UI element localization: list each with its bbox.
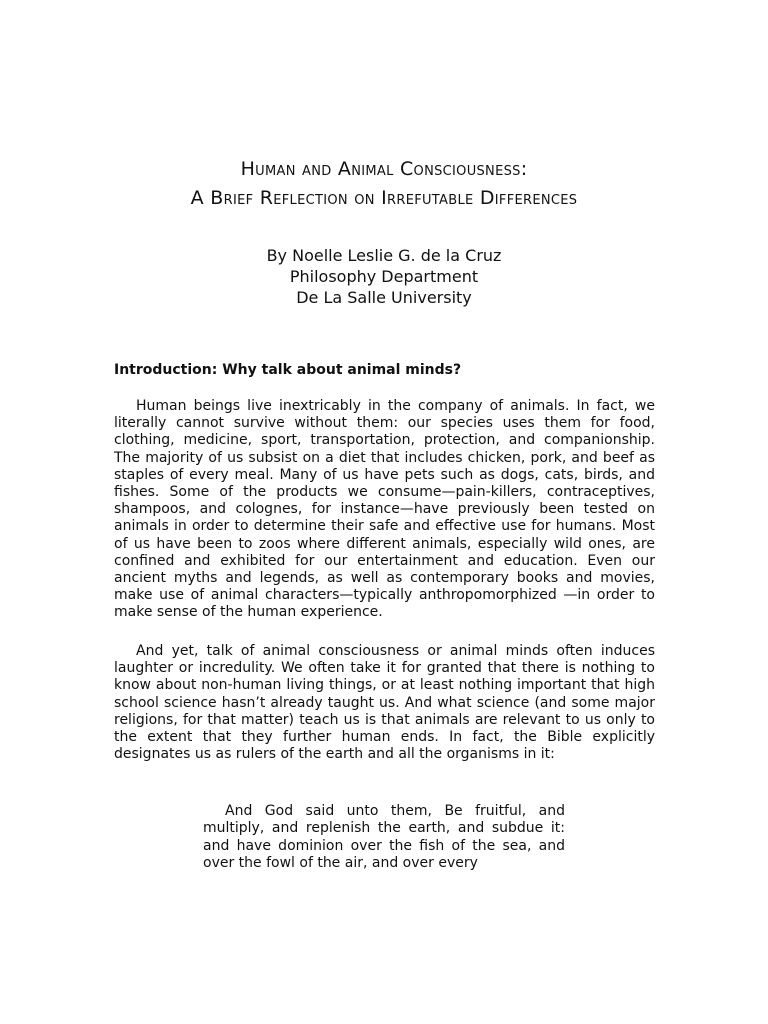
- section-heading-introduction: Introduction: Why talk about animal minds?: [114, 362, 462, 378]
- block-quote: And God said unto them, Be fruitful, and multiply, and replenish the earth, and subdue it: and have dominion over the fish of the sea, and over the fowl of the air, and over every: [203, 803, 565, 872]
- document-title-line-1: Human and Animal Consciousness:: [240, 158, 528, 180]
- author-department: Philosophy Department: [289, 267, 479, 286]
- author-university: De La Salle University: [296, 288, 472, 307]
- body-paragraph-1: Human beings live inextricably in the company of animals. In fact, we literally cannot survive without them: our species uses them for food, clothing, medicine, sport, transportation, protection, and companionship. The majority of us subsist on a diet that includes chicken, pork, and beef as staples of every meal. Many of us have pets such as dogs, cats, birds, and fishes. Some of the products we consume—pain-killers, contraceptives, shampoos, and colognes, for instance—have previously been tested on animals in order to determine their safe and effective use for humans. Most of us have been to zoos where different animals, especially wild ones, are confined and exhibited for our entertainment and education. Even our ancient myths and legends, as well as contemporary books and movies, make use of animal characters—typically anthropomorphized —in order to make sense of the human experience.: [114, 398, 655, 621]
- body-paragraph-2: And yet, talk of animal consciousness or animal minds often induces laughter or incredulity. We often take it for granted that there is nothing to know about non-human living things, or at least nothing important that high school science hasn’t already taught us. And what science (and some major religions, for that matter) teach us is that animals are relevant to us only to the extent that they further human ends. In fact, the Bible explicitly designates us as rulers of the earth and all the organisms in it:: [114, 643, 655, 763]
- author-byline: By Noelle Leslie G. de la Cruz: [266, 246, 502, 265]
- document-title-line-2: A Brief Reflection on Irrefutable Differences: [190, 187, 578, 209]
